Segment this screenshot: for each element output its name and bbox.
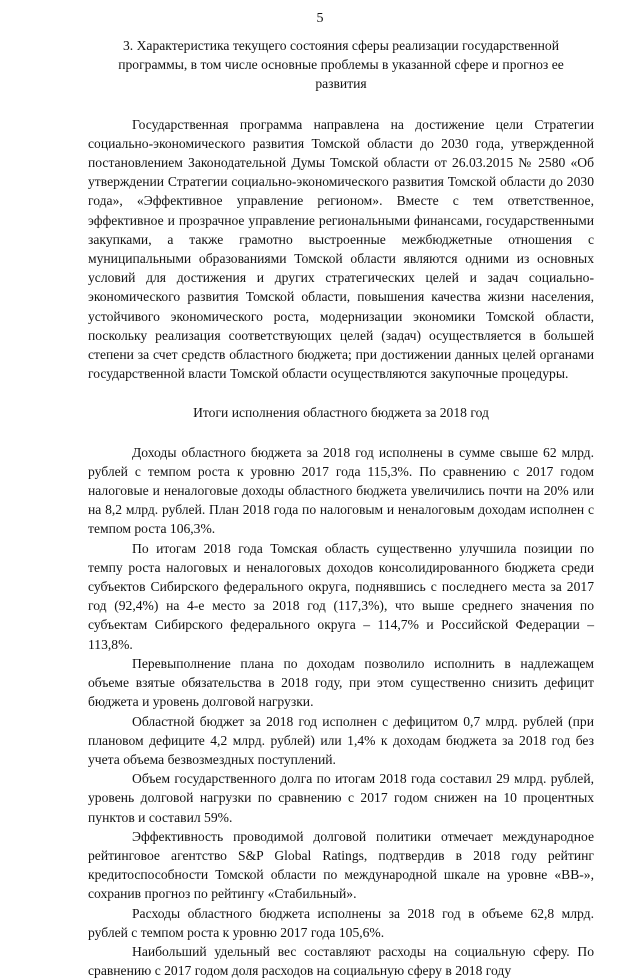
paragraph-expenditures: Расходы областного бюджета исполнены за 2018 год в объеме 62,8 млрд. рублей с темпом роста к уровню 2017 года 105,6%.: [88, 905, 594, 940]
intro-paragraph: Государственная программа направлена на достижение цели Стратегии социально-экономического развития Томской области до 2030 года, утвержденной постановлением Законодательной Думы Томской области от 26.03.2015 № 2580 «Об утверждении Стратегии социально-экономического развития Томской области до 2030 года», «Эффективное управление регионом». Вместе с тем ответственное, эффективное и прозрачное управление региональными финансами, государственными закупками, а также грамотно выстроенные межбюджетные отношения с муниципальными образованиями Томской области являются одними из основных условий для достижения и других стратегических целей и задач социально-экономического развития Томской области, повышения качества жизни населения, устойчивого экономического роста, модернизации экономики Томской области, поскольку реализация соответствующих целей (задач) осуществляется в большей степени за счет средств областного бюджета; при достижении данных целей органами государственной власти Томской области осуществляются закупочные процедуры.: [88, 116, 594, 382]
budget-results-heading: Итоги исполнения областного бюджета за 2018 год: [193, 405, 489, 421]
section-title: 3. Характеристика текущего состояния сферы реализации государственной программы, в том числе основные проблемы в указанной сфере и прогноз ее развития: [118, 38, 564, 92]
paragraph-public-debt: Объем государственного долга по итогам 2018 года составил 29 млрд. рублей, уровень долговой нагрузки по сравнению с 2017 годом снижен на 10 процентных пунктов и составил 59%.: [88, 771, 594, 825]
page-content: [88, 36, 594, 980]
paragraph-revenue: Доходы областного бюджета за 2018 год исполнены в сумме свыше 62 млрд. рублей с темпом роста к уровню 2017 года 115,3%. По сравнению с 2017 годом налоговые и неналоговые доходы областного бюджета увеличились почти на 20% или на 8,2 млрд. рублей. План 2018 года по налоговым и неналоговым доходам исполнен с темпом роста 106,3%.: [88, 444, 594, 537]
paragraph-overfulfillment: Перевыполнение плана по доходам позволило исполнить в надлежащем объеме взятые обязательства в 2018 году, при этом существенно снизить дефицит бюджета и уровень долговой нагрузки.: [88, 655, 594, 710]
paragraph-credit-rating: Эффективность проводимой долговой политики отмечает международное рейтинговое агентство S&P Global Ratings, подтвердив в 2018 году рейтинг кредитоспособности Томской области по международной шкале на уровне «ВВ-», сохранив прогноз по рейтингу «Стабильный».: [88, 828, 594, 902]
page-number: 5: [316, 11, 324, 26]
paragraph-social-sphere: Наибольший удельный вес составляют расходы на социальную сферу. По сравнению с 2017 годом доля расходов на социальную сферу в 2018 году: [88, 943, 594, 979]
paragraph-ranking: По итогам 2018 года Томская область существенно улучшила позиции по темпу роста налоговых и неналоговых доходов консолидированного бюджета среди субъектов Сибирского федерального округа, поднявшись с последнего места за 2017 год (92,4%) на 4-е место за 2018 год (117,3%), что выше среднего значения по субъектам Сибирского федерального округа – 114,7% и Российской Федерации – 113,8%.: [88, 540, 594, 652]
paragraph-deficit: Областной бюджет за 2018 год исполнен с дефицитом 0,7 млрд. рублей (при плановом дефиците 4,2 млрд. рублей) или 1,4% к доходам бюджета за 2018 год без учета объема безвозмездных поступлений.: [88, 713, 594, 767]
